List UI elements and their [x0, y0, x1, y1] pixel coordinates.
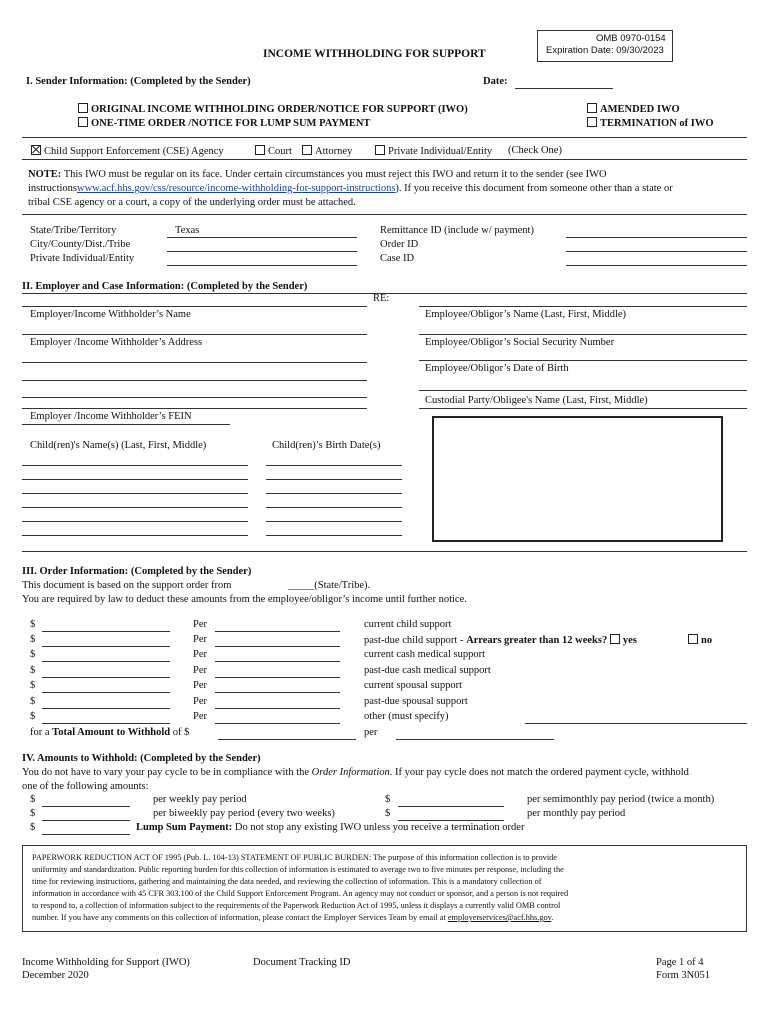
item-current-spousal: current spousal support [364, 680, 462, 691]
per-field[interactable] [215, 692, 340, 693]
text: . If your pay cycle does not match the ordered payment cycle, withhold [389, 767, 689, 778]
employer-name-field[interactable] [22, 306, 367, 307]
note-line1 [28, 169, 607, 180]
children-names-label: Child(ren)'s Name(s) (Last, First, Middle) [30, 440, 207, 451]
total-text: of $ [170, 727, 190, 738]
per-label: Per [193, 711, 207, 722]
dollar-sign: $ [30, 696, 36, 707]
order-state-field[interactable]: _____(State/Tribe). [288, 580, 371, 591]
private-label: Private Individual/Entity [30, 253, 135, 264]
item-label: past-due child support - [364, 635, 467, 646]
amount-field[interactable] [42, 708, 170, 709]
child-dob-line[interactable] [266, 493, 402, 494]
item-current-child: current child support [364, 619, 452, 630]
paperwork-line: information in accordance with 45 CFR 303.100 of the Child Support Enforcement Program. An agency may not conduct or sponsor, and a person is not required [32, 889, 569, 898]
children-dob-label: Child(ren)’s Birth Date(s) [272, 440, 381, 451]
per-label: Per [193, 619, 207, 630]
lump-sum-text: Do not stop any existing IWO unless you receive a termination order [232, 822, 525, 833]
child-name-line[interactable] [22, 493, 248, 494]
option-label: Attorney [315, 146, 353, 157]
child-name-line[interactable] [22, 479, 248, 480]
dollar-sign: $ [30, 619, 36, 630]
lump-sum-label: Lump Sum Payment: [136, 822, 233, 833]
instructions-link[interactable]: www.acf.hhs.gov/css/resource/income-withholding-for-support-instructions [77, 183, 396, 194]
custodial-label: Custodial Party/Obligee's Name (Last, First, Middle) [425, 395, 648, 406]
item-pastdue-spousal: past-due spousal support [364, 696, 468, 707]
option-onetime[interactable] [78, 117, 370, 129]
note-text: This IWO must be regular on its face. Under certain circumstances you must reject this IWO and return it to the sender (see IWO [61, 169, 607, 180]
date-label: Date: [483, 76, 508, 87]
other-specify-field[interactable] [525, 723, 747, 724]
child-dob-line[interactable] [266, 465, 402, 466]
case-id-label: Case ID [380, 253, 415, 264]
option-label: Private Individual/Entity [388, 146, 493, 157]
omb-number: OMB 0970-0154 [596, 33, 666, 44]
total-text: for a [30, 727, 53, 738]
per-field[interactable] [215, 708, 340, 709]
per-label: Per [193, 696, 207, 707]
arrears-question: Arrears greater than 12 weeks? [466, 635, 608, 646]
item-pastdue-medical: past-due cash medical support [364, 665, 491, 676]
section4-line2: one of the following amounts: [22, 781, 149, 792]
note-line2 [28, 183, 673, 194]
custodial-box[interactable] [432, 416, 723, 542]
item-pastdue-child [364, 634, 637, 646]
child-name-line[interactable] [22, 465, 248, 466]
order-id-label: Order ID [380, 239, 419, 250]
address-line[interactable] [22, 408, 367, 409]
per-field[interactable] [215, 646, 340, 647]
semimonthly-label: per semimonthly pay period (twice a month) [527, 794, 715, 805]
arrears-no[interactable] [688, 634, 712, 646]
per-field[interactable] [215, 631, 340, 632]
monthly-label: per monthly pay period [527, 808, 626, 819]
address-line[interactable] [22, 397, 367, 398]
custodial-field[interactable] [419, 390, 747, 391]
checkbox[interactable] [688, 634, 698, 644]
lump-sum-amount-field[interactable] [42, 834, 130, 835]
employer-name-label: Employer/Income Withholder’s Name [30, 309, 191, 320]
employer-address-label: Employer /Income Withholder’s Address [30, 337, 203, 348]
sender-court[interactable] [255, 145, 292, 157]
total-amount-line [30, 727, 189, 738]
checkbox[interactable] [375, 145, 385, 155]
employee-dob-field[interactable] [419, 360, 747, 361]
footer-date: December 2020 [22, 970, 89, 981]
paperwork-line: to respond to, a collection of information subject to the requirements of the Paperwork Reduction Act of 1995, unless it displays a currently valid OMB control [32, 901, 561, 910]
lump-sum-line [136, 822, 524, 833]
state-label: State/Tribe/Territory [30, 225, 117, 236]
case-id-field[interactable] [566, 265, 747, 266]
state-field[interactable] [167, 237, 357, 238]
checkbox[interactable] [610, 634, 620, 644]
per-label: Per [193, 634, 207, 645]
text: Order Information [311, 767, 390, 778]
option-label: Court [268, 146, 292, 157]
monthly-amount-field[interactable] [398, 820, 504, 821]
section4-heading: IV. Amounts to Withhold: (Completed by the Sender) [22, 753, 261, 764]
omb-expiration: Expiration Date: 09/30/2023 [546, 45, 664, 56]
weekly-label: per weekly pay period [153, 794, 247, 805]
order-id-field[interactable] [566, 251, 747, 252]
checkbox[interactable] [302, 145, 312, 155]
note-text: instructions [28, 183, 77, 194]
option-label: ORIGINAL INCOME WITHHOLDING ORDER/NOTICE FOR SUPPORT (IWO) [91, 104, 468, 115]
note-line3: tribal CSE agency or a court, a copy of the underlying order must be attached. [28, 197, 356, 208]
child-name-line[interactable] [22, 521, 248, 522]
amount-field[interactable] [42, 692, 170, 693]
weekly-amount-field[interactable] [42, 806, 130, 807]
checkbox[interactable] [587, 117, 597, 127]
note-text: ). If you receive this document from someone other than a state or [395, 183, 673, 194]
employee-ssn-field[interactable] [419, 334, 747, 335]
footer-form-number: Form 3N051 [656, 970, 710, 981]
paperwork-line: PAPERWORK REDUCTION ACT OF 1995 (Pub. L. 104-13) STATEMENT OF PUBLIC BURDEN: The purpose of this information collection is to provide [32, 853, 557, 862]
sender-private[interactable] [375, 145, 492, 157]
total-per-label: per [364, 727, 378, 738]
required-text: You are required by law to deduct these amounts from the employee/obligor’s income until further notice. [22, 594, 467, 605]
city-field[interactable] [167, 251, 357, 252]
per-field[interactable] [215, 661, 340, 662]
amount-field[interactable] [42, 661, 170, 662]
section4-line1 [22, 767, 689, 778]
per-label: Per [193, 680, 207, 691]
employer-fein-label: Employer /Income Withholder’s FEIN [30, 411, 192, 422]
section2-heading: II. Employer and Case Information: (Completed by the Sender) [22, 281, 308, 292]
option-label: ONE-TIME ORDER /NOTICE FOR LUMP SUM PAYMENT [91, 118, 371, 129]
dollar-sign: $ [30, 808, 36, 819]
per-field[interactable] [215, 677, 340, 678]
footer-page: Page 1 of 4 [656, 957, 704, 968]
note-label: NOTE: [28, 169, 62, 180]
option-termination[interactable] [587, 117, 714, 129]
yes-label: yes [622, 635, 637, 646]
fein-field[interactable] [22, 424, 230, 425]
total-amount-field[interactable] [218, 739, 356, 740]
checkbox-checked[interactable] [31, 145, 41, 155]
sender-cse[interactable] [31, 145, 224, 157]
check-one-note: (Check One) [508, 145, 562, 156]
dollar-sign: $ [30, 634, 36, 645]
option-label: Child Support Enforcement (CSE) Agency [44, 146, 224, 157]
checkbox[interactable] [78, 117, 88, 127]
amount-field[interactable] [42, 646, 170, 647]
item-other: other (must specify) [364, 711, 449, 722]
section1-heading: I. Sender Information: (Completed by the Sender) [26, 76, 251, 87]
remittance-field[interactable] [566, 237, 747, 238]
state-value[interactable]: Texas [175, 225, 200, 236]
checkbox[interactable] [587, 103, 597, 113]
footer-form-name: Income Withholding for Support (IWO) [22, 957, 190, 968]
child-dob-line[interactable] [266, 521, 402, 522]
child-dob-line[interactable] [266, 535, 402, 536]
divider [22, 551, 747, 552]
dollar-sign: $ [30, 665, 36, 676]
semimonthly-amount-field[interactable] [398, 806, 504, 807]
total-per-field[interactable] [396, 739, 554, 740]
employee-name-label: Employee/Obligor’s Name (Last, First, Middle) [425, 309, 627, 320]
child-dob-line[interactable] [266, 507, 402, 508]
form-title: INCOME WITHHOLDING FOR SUPPORT [263, 48, 486, 60]
dollar-sign: $ [385, 794, 391, 805]
per-label: Per [193, 649, 207, 660]
biweekly-amount-field[interactable] [42, 820, 130, 821]
biweekly-label: per biweekly pay period (every two weeks) [153, 808, 335, 819]
option-label: AMENDED IWO [600, 104, 680, 115]
child-name-line[interactable] [22, 535, 248, 536]
email-link[interactable]: employerservices@acf.hhs.gov [447, 913, 552, 922]
text: You do not have to vary your pay cycle to be in compliance with the [22, 767, 312, 778]
paperwork-line [32, 913, 553, 922]
divider [22, 137, 747, 138]
per-field[interactable] [215, 723, 340, 724]
divider [22, 214, 747, 215]
address-line[interactable] [22, 380, 367, 381]
text: . [551, 913, 554, 922]
paperwork-line: uniformity and standardization. Public reporting burden for this collection of information is estimated to average two to five minutes per response, including the [32, 865, 564, 874]
no-label: no [701, 635, 713, 646]
dollar-sign: $ [30, 794, 36, 805]
address-line[interactable] [22, 362, 367, 363]
paperwork-line: time for reviewing instructions, gathering and maintaining the data needed, and reviewing the collection of information. This is a mandatory collection of [32, 877, 542, 886]
per-label: Per [193, 665, 207, 676]
date-field[interactable] [515, 88, 613, 89]
re-label: RE: [373, 293, 390, 304]
employee-dob-label: Employee/Obligor’s Date of Birth [425, 363, 569, 374]
child-dob-line[interactable] [266, 479, 402, 480]
amount-field[interactable] [42, 723, 170, 724]
amount-field[interactable] [42, 631, 170, 632]
dollar-sign: $ [30, 822, 36, 833]
sender-attorney[interactable] [302, 145, 352, 157]
remittance-label: Remittance ID (include w/ payment) [380, 225, 534, 236]
option-amended[interactable] [587, 103, 680, 115]
option-original-iwo[interactable] [78, 103, 468, 115]
dollar-sign: $ [385, 808, 391, 819]
amount-field[interactable] [42, 677, 170, 678]
order-based-text: This document is based on the support order from [22, 580, 232, 591]
dollar-sign: $ [30, 680, 36, 691]
custodial-line[interactable] [419, 408, 747, 409]
dollar-sign: $ [30, 711, 36, 722]
employee-ssn-label: Employee/Obligor’s Social Security Number [425, 337, 615, 348]
private-field[interactable] [167, 265, 357, 266]
employee-name-field[interactable] [419, 306, 747, 307]
total-label: Total Amount to Withhold [52, 727, 171, 738]
divider [22, 159, 747, 160]
employer-address-field[interactable] [22, 334, 367, 335]
footer-tracking: Document Tracking ID [253, 957, 351, 968]
text: number. If you have any comments on this collection of information, please contact the Employer Services Team by email at [32, 913, 448, 922]
item-current-medical: current cash medical support [364, 649, 485, 660]
section3-heading: III. Order Information: (Completed by the Sender) [22, 566, 252, 577]
checkbox[interactable] [255, 145, 265, 155]
checkbox[interactable] [78, 103, 88, 113]
dollar-sign: $ [30, 649, 36, 660]
option-label: TERMINATION of IWO [600, 118, 714, 129]
child-name-line[interactable] [22, 507, 248, 508]
city-label: City/County/Dist./Tribe [30, 239, 131, 250]
